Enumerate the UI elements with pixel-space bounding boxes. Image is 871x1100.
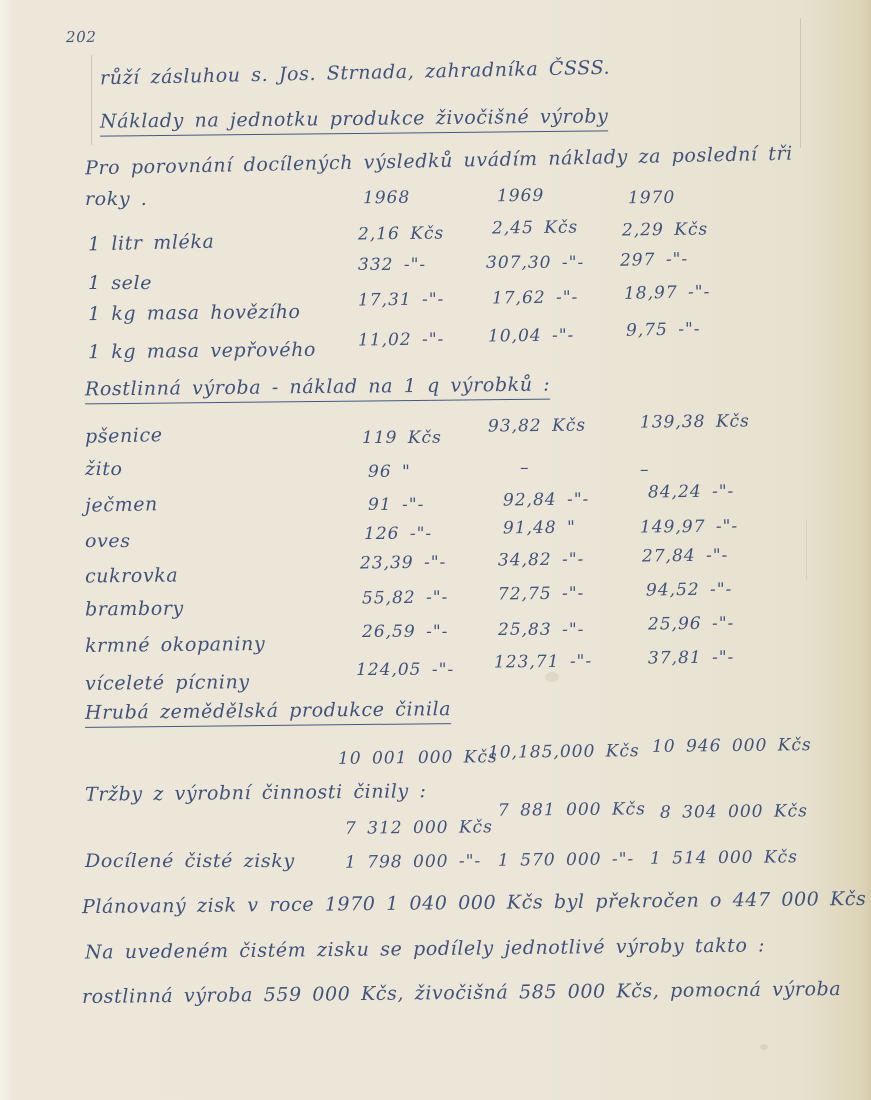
gross-value: 10 001 000 Kčs [337, 747, 498, 769]
row-value: 332 -"- [358, 255, 427, 275]
row-value: 23,39 -"- [359, 552, 447, 574]
row-value: 126 -"- [364, 524, 433, 544]
row-label: ječmen [84, 493, 159, 517]
row-value: – [520, 458, 530, 478]
year-1968: 1968 [362, 187, 411, 209]
row-value: 297 -"- [619, 249, 689, 271]
row-value: 124,05 -"- [356, 660, 455, 680]
profit-value: 1 798 000 -"- [344, 851, 482, 873]
row-value: 2,29 Kčs [621, 219, 709, 241]
row-value: 119 Kčs [362, 428, 442, 448]
section-animal-heading: Náklady na jednotku produkce živočišné výroby [100, 105, 609, 136]
row-label: víceleté pícniny [84, 671, 250, 695]
row-value: 11,02 -"- [357, 329, 445, 351]
paragraph-line: roky . [85, 188, 148, 210]
ink-smudge [545, 672, 559, 682]
paper-crease [806, 520, 807, 580]
closing-line: rostlinná výroba 559 000 Kčs, živočišná 585 000 Kčs, pomocná výroba [81, 978, 842, 1008]
row-value: 27,84 -"- [641, 545, 729, 567]
section-revenue-heading: Tržby z výrobní činnosti činily : [84, 780, 427, 806]
profit-label: Docílené čisté zisky [85, 850, 295, 872]
row-value: 139,38 Kčs [639, 411, 750, 433]
row-label: 1 sele [88, 272, 153, 294]
row-label: brambory [84, 597, 184, 621]
revenue-value: 7 312 000 Kčs [344, 817, 493, 839]
closing-line: Plánovaný zisk v roce 1970 1 040 000 Kčs byl překročen o 447 000 Kčs [81, 887, 867, 919]
row-value: 25,83 -"- [498, 620, 585, 640]
paragraph-line: Pro porovnání docílených výsledků uvádím náklady za poslední tři [84, 142, 794, 180]
row-label: krmné okopaniny [84, 633, 266, 657]
year-1970: 1970 [627, 187, 676, 209]
revenue-value: 8 304 000 Kčs [659, 801, 808, 823]
row-value: 34,82 -"- [497, 549, 585, 571]
row-label: žito [85, 458, 123, 480]
section-gross-heading: Hrubá zemědělská produkce činila [85, 698, 451, 728]
row-value: 17,31 -"- [357, 289, 445, 311]
row-value: 96 " [368, 462, 411, 482]
gross-value: 10,185,000 Kčs [487, 741, 640, 763]
ink-smudge [760, 1044, 768, 1050]
year-1969: 1969 [496, 185, 545, 207]
closing-line: Na uvedeném čistém zisku se podílely jednotlivé výroby takto : [84, 934, 766, 964]
row-value: 10,04 -"- [487, 325, 575, 347]
row-label: oves [85, 530, 131, 552]
row-value: 91,48 " [502, 517, 576, 539]
row-value: 123,71 -"- [493, 651, 593, 673]
row-label: pšenice [84, 424, 163, 448]
row-value: 37,81 -"- [647, 647, 735, 669]
row-value: 91 -"- [368, 495, 425, 515]
row-value: 17,62 -"- [491, 287, 579, 309]
row-label: 1 kg masa vepřového [87, 338, 317, 364]
gross-value: 10 946 000 Kčs [651, 735, 812, 757]
row-value: 25,96 -"- [647, 613, 735, 635]
row-value: 307,30 -"- [486, 253, 585, 273]
row-value: – [640, 460, 650, 480]
paper-crease [800, 18, 801, 148]
page-number: 202 [65, 27, 97, 47]
profit-value: 1 514 000 Kčs [649, 847, 798, 869]
row-value: 92,84 -"- [502, 489, 590, 511]
row-value: 72,75 -"- [497, 583, 585, 605]
profit-value: 1 570 000 -"- [497, 849, 635, 871]
revenue-value: 7 881 000 Kčs [497, 799, 646, 821]
row-value: 94,52 -"- [645, 579, 733, 601]
row-value: 2,45 Kčs [491, 217, 579, 239]
intro-line: růží zásluhou s. Jos. Strnada, zahradníka ČSSS. [99, 56, 611, 90]
row-value: 149,97 -"- [639, 516, 739, 538]
row-value: 2,16 Kčs [357, 223, 445, 245]
row-value: 84,24 -"- [647, 481, 735, 503]
row-value: 26,59 -"- [362, 622, 449, 642]
row-value: 55,82 -"- [361, 587, 449, 609]
row-label: 1 kg masa hovězího [87, 300, 301, 326]
row-label: 1 litr mléka [87, 230, 215, 256]
row-value: 9,75 -"- [625, 319, 701, 341]
section-plant-heading: Rostlinná výroba - náklad na 1 q výrobků : [85, 374, 551, 405]
row-value: 18,97 -"- [623, 282, 711, 304]
paper-crease [91, 55, 92, 145]
row-value: 93,82 Kčs [487, 415, 587, 437]
row-label: cukrovka [84, 564, 179, 588]
